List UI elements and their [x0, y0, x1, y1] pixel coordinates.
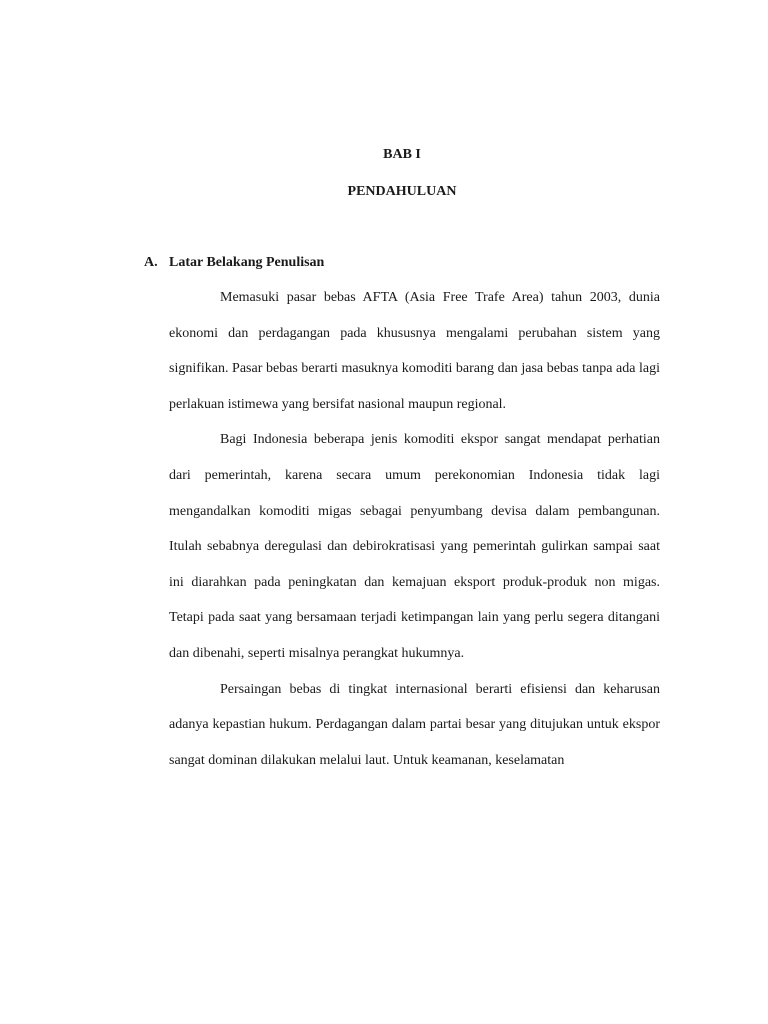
paragraph-1: Memasuki pasar bebas AFTA (Asia Free Trafe Area) tahun 2003, dunia ekonomi dan perdagangan pada khususnya mengalami perubahan sistem yang signifikan. Pasar bebas berarti masuknya komoditi barang dan jasa bebas tanpa ada lagi perlakuan istimewa yang bersifat nasional maupun regional.	[169, 290, 660, 412]
section-marker: A.	[144, 255, 158, 270]
chapter-number: BAB I	[383, 147, 421, 162]
section-heading	[144, 254, 324, 272]
paragraph-2: Bagi Indonesia beberapa jenis komoditi ekspor sangat mendapat perhatian dari pemerintah, karena secara umum perekonomian Indonesia tidak lagi mengandalkan komoditi migas sebagai penyumbang devisa dalam pembangunan. Itulah sebabnya deregulasi dan debirokratisasi yang pemerintah gulirkan sampai saat ini diarahkan pada peningkatan dan kemajuan eksport produk-produk non migas. Tetapi pada saat yang bersamaan terjadi ketimpangan lain yang perlu segera ditangani dan dibenahi, seperti misalnya perangkat hukumnya.	[169, 432, 660, 661]
section-title: Latar Belakang Penulisan	[169, 255, 325, 270]
paragraph-3: Persaingan bebas di tingkat internasional berarti efisiensi dan keharusan adanya kepastian hukum. Perdagangan dalam partai besar yang ditujukan untuk ekspor sangat dominan dilakukan melalui laut. Untuk keamanan, keselamatan	[169, 681, 660, 768]
chapter-title: PENDAHULUAN	[347, 184, 457, 199]
body-text	[169, 280, 660, 778]
